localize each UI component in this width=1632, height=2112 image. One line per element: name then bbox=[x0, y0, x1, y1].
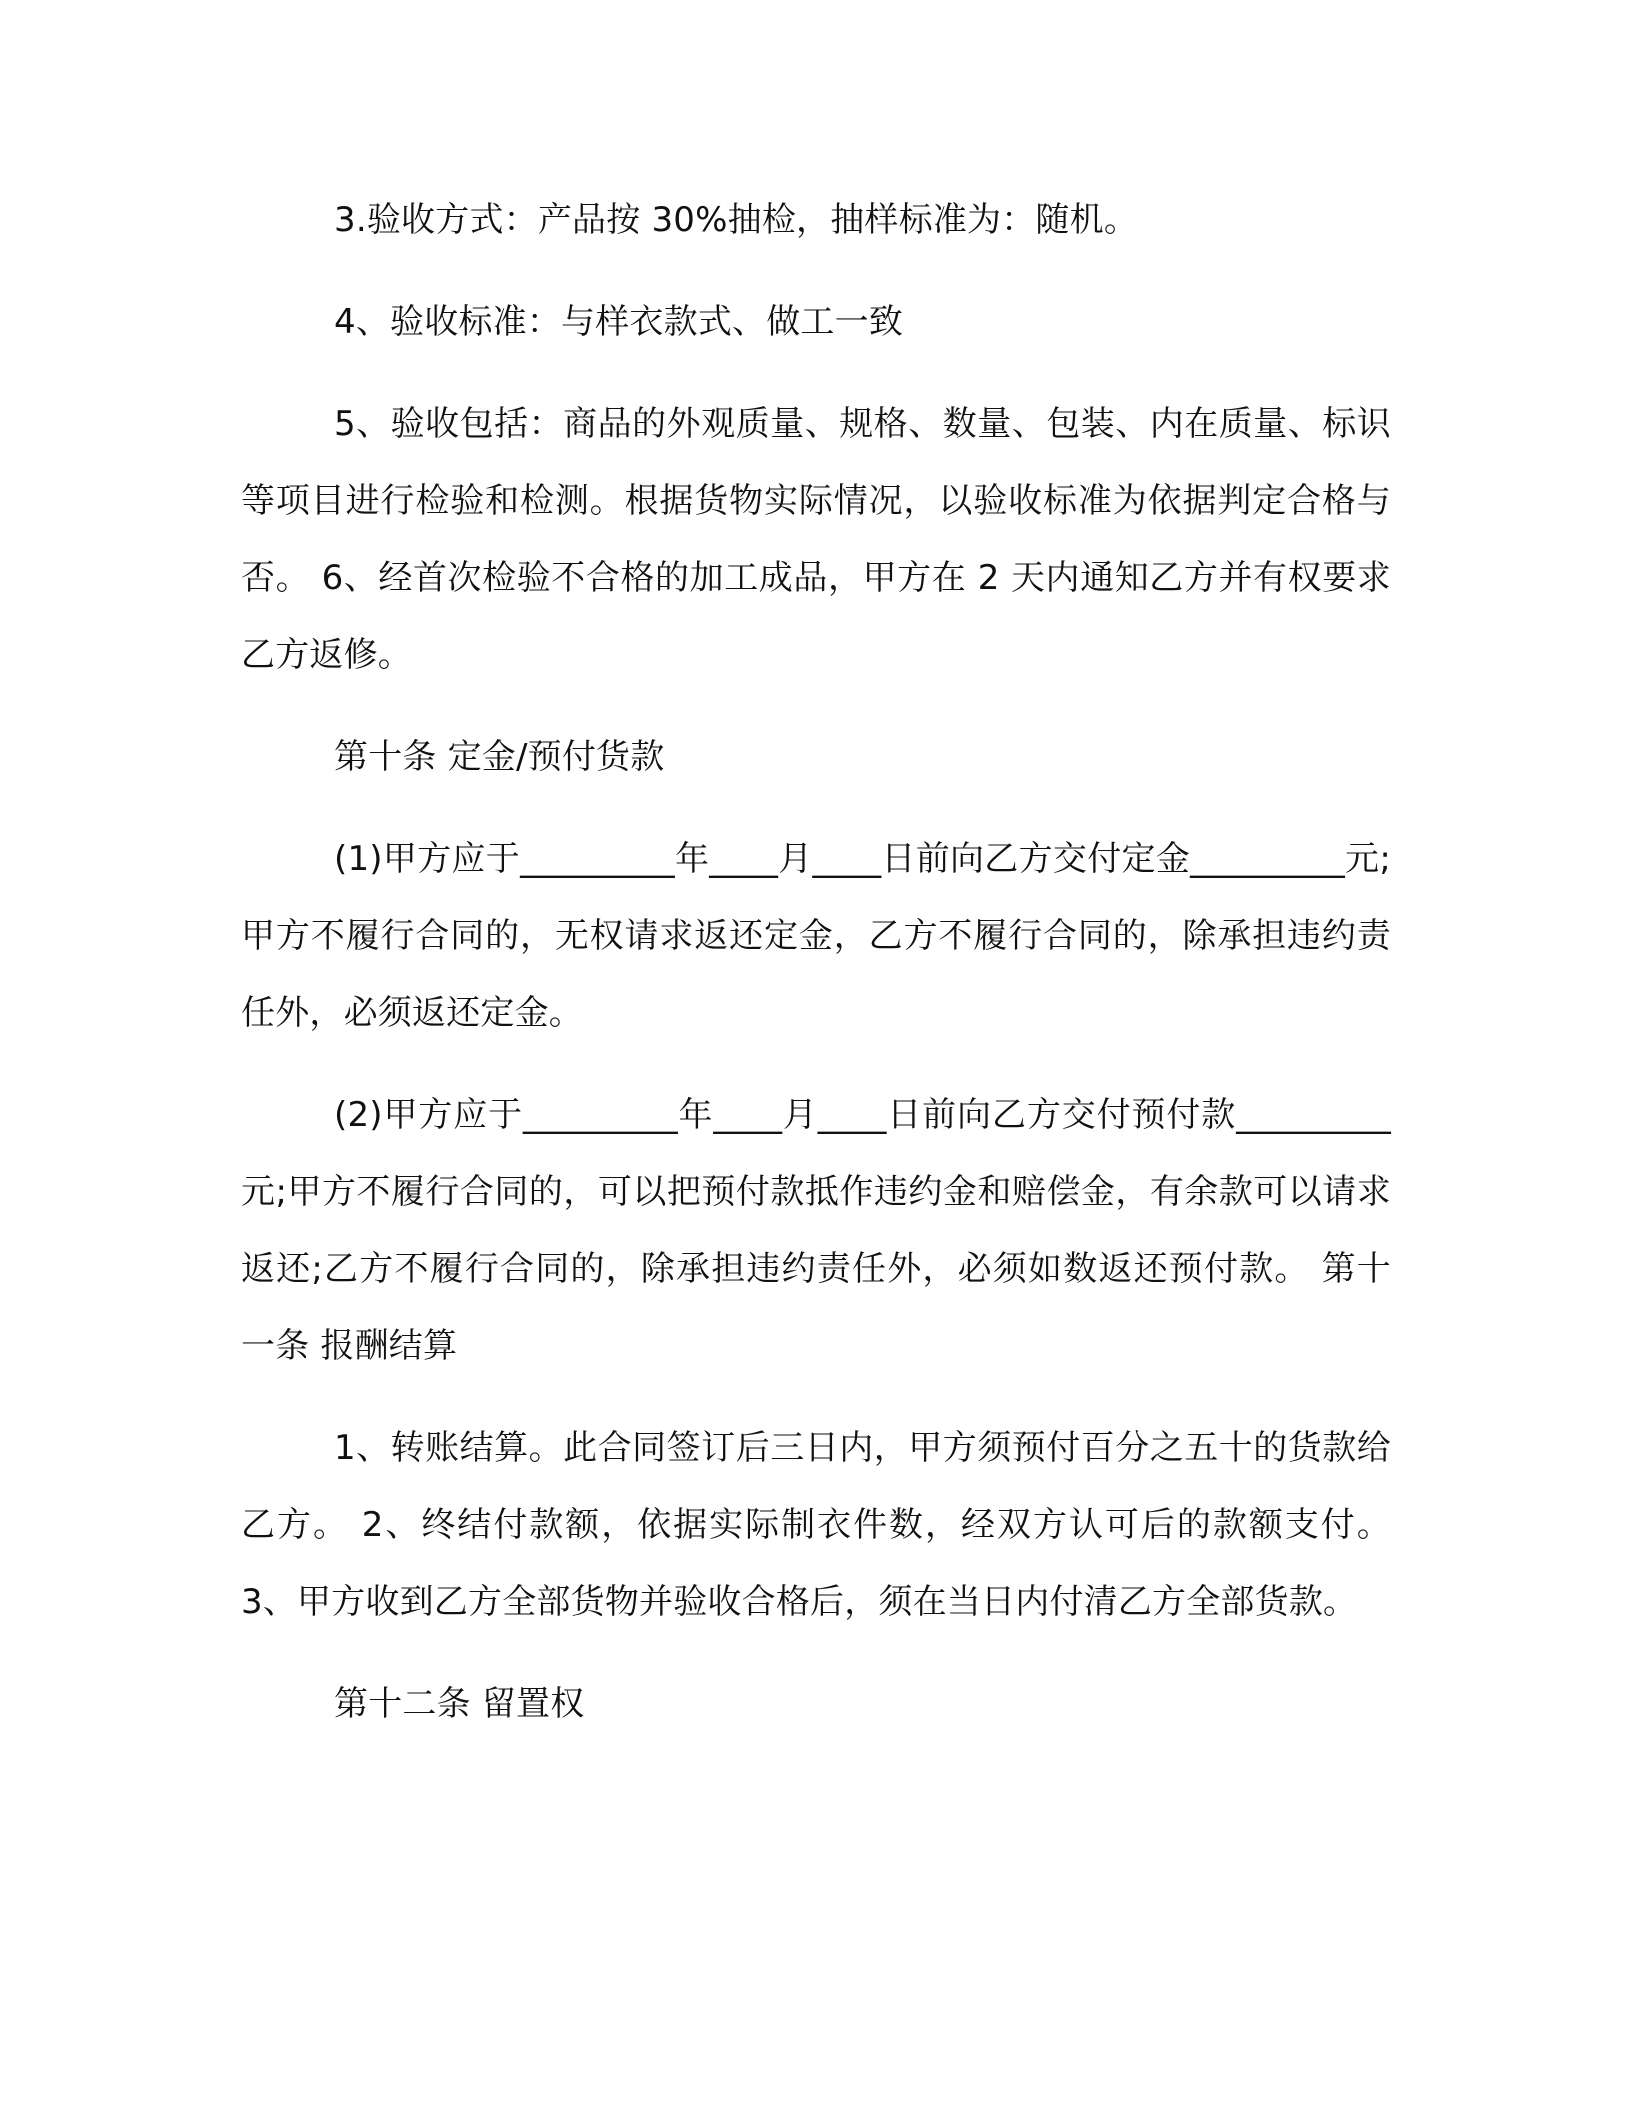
paragraph-prepayment: (2)甲方应于_________年____月____日前向乙方交付预付款_________元;甲方不履行合同的，可以把预付款抵作违约金和赔偿金，有余款可以请求返还;乙方不履行合同的，除承担违约责任外，必须如数返还预付款。 第十一条 报酬结算 bbox=[241, 1095, 1391, 1366]
paragraph-acceptance-standard: 4、验收标准：与样衣款式、做工一致 bbox=[334, 302, 904, 342]
paragraph-settlement: 1、转账结算。此合同签订后三日内，甲方须预付百分之五十的货款给乙方。 2、终结付款额，依据实际制衣件数，经双方认可后的款额支付。 3、甲方收到乙方全部货物并验收合格后，须在当日内付清乙方全部货款。 bbox=[241, 1428, 1403, 1622]
document-body bbox=[241, 182, 1403, 1768]
paragraph-acceptance-scope: 5、验收包括：商品的外观质量、规格、数量、包装、内在质量、标识等项目进行检验和检测。根据货物实际情况，以验收标准为依据判定合格与否。 6、经首次检验不合格的加工成品，甲方在 2 天内通知乙方并有权要求乙方返修。 bbox=[241, 404, 1391, 675]
article-10-heading: 第十条 定金/预付货款 bbox=[334, 737, 665, 777]
article-12-heading: 第十二条 留置权 bbox=[334, 1684, 585, 1724]
paragraph-acceptance-method: 3.验收方式：产品按 30%抽检，抽样标准为：随机。 bbox=[334, 200, 1139, 240]
paragraph-deposit: (1)甲方应于_________年____月____日前向乙方交付定金_________元;甲方不履行合同的，无权请求返还定金，乙方不履行合同的，除承担违约责任外，必须返还定金。 bbox=[241, 839, 1391, 1033]
